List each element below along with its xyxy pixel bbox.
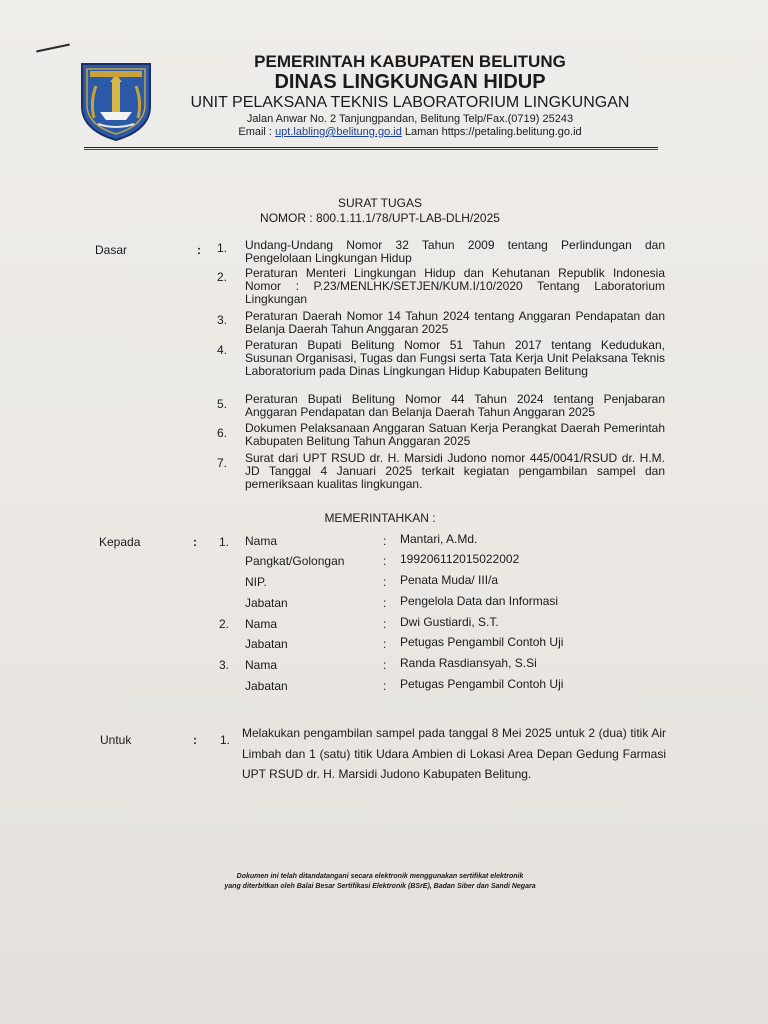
dasar-item-number: 3. <box>217 313 228 327</box>
email-label: Email : <box>238 126 276 138</box>
memerintahkan-heading: MEMERINTAHKAN : <box>324 511 436 525</box>
dasar-item-number: 7. <box>217 456 228 470</box>
field-label: Jabatan <box>245 596 288 610</box>
field-colon: : <box>383 617 387 631</box>
kepada-colon: : <box>193 535 197 549</box>
dasar-item-number: 6. <box>217 426 228 440</box>
document-heading: SURAT TUGAS <box>337 196 423 210</box>
untuk-item-number: 1. <box>220 733 231 747</box>
field-colon: : <box>383 658 387 672</box>
letterhead-divider <box>84 147 658 150</box>
website-label: Laman <box>401 126 442 138</box>
dasar-item-number: 5. <box>217 397 228 411</box>
field-label: NIP. <box>245 575 267 589</box>
field-colon: : <box>383 534 387 548</box>
field-colon: : <box>383 575 387 589</box>
field-value: 199206112015022002 <box>400 552 520 566</box>
dasar-item: Peraturan Bupati Belitung Nomor 51 Tahun 2017 tentang Kedudukan, Susunan Organisasi, Tugas dan Fungsi serta Tata Kerja Unit Pelaksana Teknis Laboratorium pada Dinas Lingkungan Hidup Kabupaten Belitung <box>245 338 665 378</box>
e-signature-notice <box>140 872 620 892</box>
field-label: Pangkat/Golongan <box>245 554 345 568</box>
field-label: Nama <box>245 534 278 548</box>
government-name: PEMERINTAH KABUPATEN BELITUNG <box>254 52 566 71</box>
field-colon: : <box>383 637 387 651</box>
field-value: Petugas Pengambil Contoh Uji <box>400 677 564 691</box>
dasar-item: Undang-Undang Nomor 32 Tahun 2009 tentang Perlindungan dan Pengelolaan Lingkungan Hidup <box>245 238 665 265</box>
field-value: Dwi Gustiardi, S.T. <box>400 615 499 629</box>
document-number: NOMOR : 800.1.11.1/78/UPT-LAB-DLH/2025 <box>260 211 500 225</box>
field-value: Mantari, A.Md. <box>400 532 478 546</box>
dasar-item-number: 4. <box>217 343 228 357</box>
field-label: Jabatan <box>245 679 288 693</box>
agency-name: DINAS LINGKUNGAN HIDUP <box>274 71 546 93</box>
letterhead <box>160 50 660 138</box>
field-colon: : <box>383 679 387 693</box>
field-colon: : <box>383 554 387 568</box>
dasar-item: Dokumen Pelaksanaan Anggaran Satuan Kerja Perangkat Daerah Pemerintah Kabupaten Belitung Tahun Anggaran 2025 <box>245 421 665 448</box>
kabupaten-belitung-emblem-icon <box>76 58 156 142</box>
dasar-item: Peraturan Daerah Nomor 14 Tahun 2024 tentang Anggaran Pendapatan dan Belanja Daerah Tahun Anggaran 2025 <box>245 309 665 336</box>
field-label: Nama <box>245 617 278 631</box>
untuk-colon: : <box>193 733 197 747</box>
person-number: 1. <box>219 535 230 549</box>
field-value: Pengelola Data dan Informasi <box>400 594 559 608</box>
email-link[interactable]: upt.labling@belitung.go.id <box>275 126 402 138</box>
agency-address: Jalan Anwar No. 2 Tanjungpandan, Belitung Telp/Fax.(0719) 25243 <box>246 113 574 125</box>
kepada-label: Kepada <box>99 535 141 549</box>
dasar-item-number: 1. <box>217 241 228 255</box>
field-label: Nama <box>245 658 278 672</box>
field-label: Jabatan <box>245 637 288 651</box>
dasar-item: Peraturan Bupati Belitung Nomor 44 Tahun 2024 tentang Penjabaran Anggaran Pendapatan dan Belanja Daerah Tahun Anggaran 2025 <box>245 392 665 419</box>
dasar-label: Dasar <box>95 243 128 257</box>
dasar-item: Peraturan Menteri Lingkungan Hidup dan Kehutanan Republik Indonesia Nomor : P.23/MENLHK/SETJEN/KUM.I/10/2020 Tentang Laboratorium Lingkungan <box>245 266 665 306</box>
pen-mark <box>36 43 70 52</box>
field-value: Petugas Pengambil Contoh Uji <box>400 635 564 649</box>
untuk-item: Melakukan pengambilan sampel pada tanggal 8 Mei 2025 untuk 2 (dua) titik Air Limbah dan 1 (satu) titik Udara Ambien di Lokasi Area Depan Gedung Farmasi UPT RSUD dr. H. Marsidi Judono Kabupaten Belitung. <box>242 726 666 781</box>
field-value: Penata Muda/ III/a <box>400 573 499 587</box>
untuk-label: Untuk <box>100 733 132 747</box>
contact-line <box>160 126 660 138</box>
dasar-item: Surat dari UPT RSUD dr. H. Marsidi Judono nomor 445/0041/RSUD dr. H.M. JD Tanggal 4 Januari 2025 terkait kegiatan pengambilan sampel dan pemeriksaan kualitas lingkungan. <box>245 451 665 491</box>
website-link[interactable]: https://petaling.belitung.go.id <box>441 126 582 138</box>
e-signature-line-2: yang diterbitkan oleh Balai Besar Sertifikasi Elektronik (BSrE), Badan Siber dan Sandi Negara <box>224 883 536 890</box>
e-signature-line-1: Dokumen ini telah ditandatangani secara elektronik menggunakan sertifikat elektronik <box>236 873 524 880</box>
person-number: 2. <box>219 617 230 631</box>
unit-name: UNIT PELAKSANA TEKNIS LABORATORIUM LINGKUNGAN <box>190 94 630 111</box>
field-colon: : <box>383 596 387 610</box>
document-title <box>230 196 530 226</box>
dasar-item-number: 2. <box>217 270 228 284</box>
dasar-colon: : <box>197 243 201 257</box>
field-value: Randa Rasdiansyah, S.Si <box>400 656 537 670</box>
person-number: 3. <box>219 658 230 672</box>
